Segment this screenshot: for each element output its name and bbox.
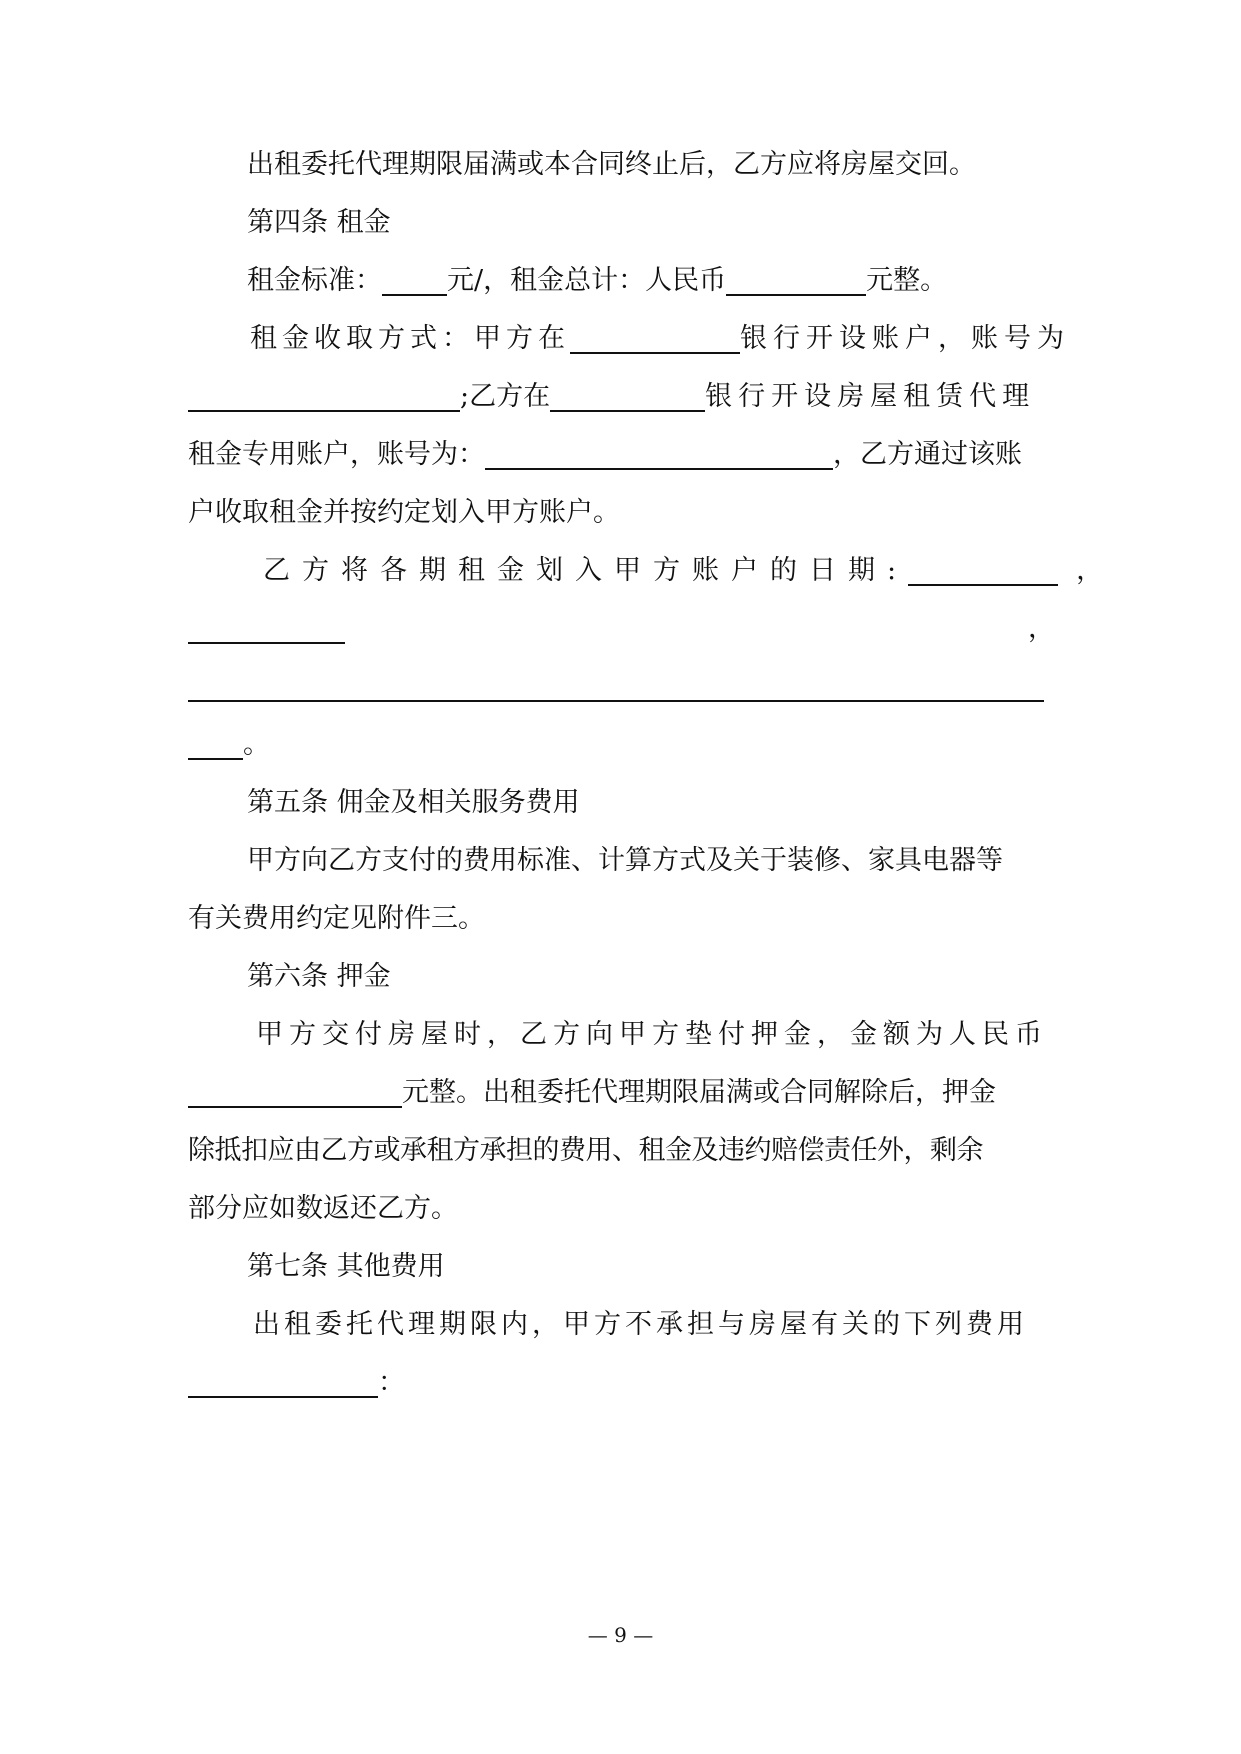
label: 元/，租金总计：人民币 xyxy=(447,265,727,296)
label: 元整。 xyxy=(866,265,948,296)
heading-text: 第四条 租金 xyxy=(247,207,391,238)
text: 出租委托代理期限届满或本合同终止后，乙方应将房屋交回。 xyxy=(247,149,976,180)
party-b-account-blank[interactable] xyxy=(485,440,833,470)
article-4-heading xyxy=(247,206,391,240)
label: ， xyxy=(1028,613,1055,644)
transfer-date-blank-4[interactable] xyxy=(188,730,243,760)
transfer-date-line-2 xyxy=(188,612,1055,646)
transfer-date-blank-1[interactable] xyxy=(908,556,1058,586)
text: 部分应如数返还乙方。 xyxy=(188,1193,458,1224)
text: 户收取租金并按约定划入甲方账户。 xyxy=(188,497,620,528)
label: 银行开设房屋租赁代理 xyxy=(705,381,1036,412)
rent-standard-blank[interactable] xyxy=(382,266,447,296)
paragraph-line xyxy=(188,902,485,936)
transfer-date-line-4 xyxy=(188,728,270,762)
special-account-line xyxy=(188,438,1022,472)
label: 元整。出租委托代理期限届满或合同解除后，押金 xyxy=(402,1077,996,1108)
transfer-date-blank-3[interactable] xyxy=(188,672,1044,702)
article-6-heading xyxy=(247,960,391,994)
party-b-bank-blank[interactable] xyxy=(550,382,705,412)
article-7-heading xyxy=(247,1250,445,1284)
paragraph-line xyxy=(247,148,976,182)
rent-total-blank[interactable] xyxy=(726,266,866,296)
label: 租金收取方式：甲方在 xyxy=(250,323,570,354)
party-a-bank-blank[interactable] xyxy=(570,324,740,354)
label: 乙方将各期租金划入甲方账户的日期: xyxy=(263,555,909,586)
paragraph-line xyxy=(188,496,620,530)
paragraph-line xyxy=(256,1018,1048,1052)
text: 有关费用约定见附件三。 xyxy=(188,903,485,934)
label: 银行开设账户，账号为 xyxy=(740,323,1070,354)
label: 租金标准： xyxy=(247,265,382,296)
transfer-date-line xyxy=(263,554,1103,588)
text: 甲方交付房屋时，乙方向甲方垫付押金，金额为人民币 xyxy=(256,1019,1048,1050)
other-fees-blank[interactable] xyxy=(188,1368,378,1398)
other-fees-line xyxy=(188,1366,405,1400)
label: ： xyxy=(378,1367,405,1398)
rent-standard-line xyxy=(247,264,947,298)
paragraph-line xyxy=(188,1192,458,1226)
heading-text: 第六条 押金 xyxy=(247,961,391,992)
transfer-date-blank-2[interactable] xyxy=(188,614,345,644)
paragraph-line xyxy=(188,1134,983,1168)
label: ;乙方在 xyxy=(460,381,551,412)
transfer-date-line-3 xyxy=(188,670,1044,704)
deposit-amount-line xyxy=(188,1076,996,1110)
heading-text: 第七条 其他费用 xyxy=(247,1251,445,1282)
label: ， xyxy=(1076,555,1104,586)
page-number: — 9 — xyxy=(587,1623,654,1647)
label: ，乙方通过该账 xyxy=(833,439,1022,470)
article-5-heading xyxy=(247,786,580,820)
deposit-amount-blank[interactable] xyxy=(188,1078,402,1108)
party-a-account-blank[interactable] xyxy=(188,382,460,412)
paragraph-line xyxy=(247,844,1003,878)
text: 出租委托代理期限内，甲方不承担与房屋有关的下列费用 xyxy=(253,1309,1028,1340)
rent-collection-line xyxy=(250,322,1070,356)
paragraph-line xyxy=(253,1308,1028,1342)
text: 除抵扣应由乙方或承租方承担的费用、租金及违约赔偿责任外，剩余 xyxy=(188,1135,983,1166)
account-line xyxy=(188,380,1035,414)
label: 租金专用账户，账号为： xyxy=(188,439,485,470)
text: 甲方向乙方支付的费用标准、计算方式及关于装修、家具电器等 xyxy=(247,845,1003,876)
heading-text: 第五条 佣金及相关服务费用 xyxy=(247,787,580,818)
label: 。 xyxy=(243,729,270,760)
